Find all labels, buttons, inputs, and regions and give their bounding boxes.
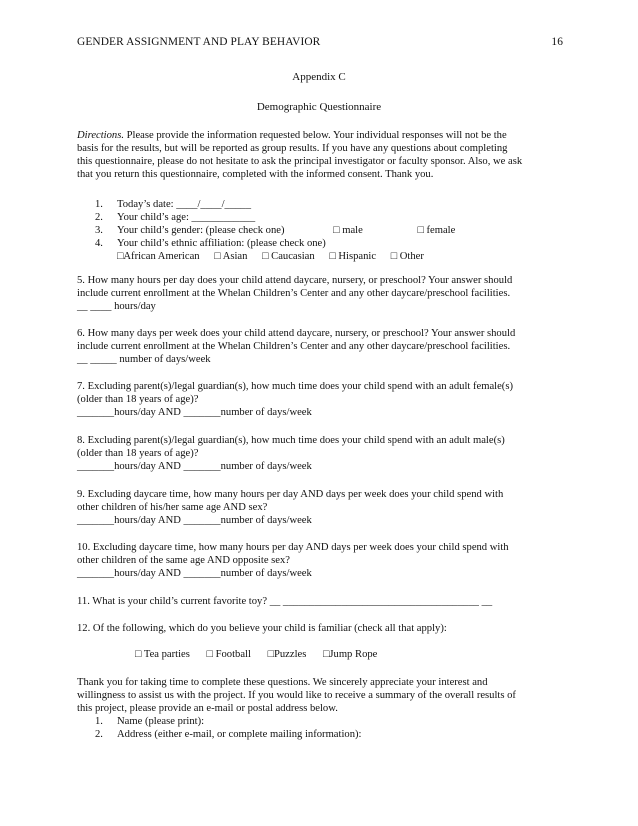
questionnaire-title: Demographic Questionnaire <box>256 101 382 113</box>
list-item: 3. Your child’s gender: (please check one) □ male □ female <box>95 225 456 236</box>
gender-female-checkbox[interactable]: □ female <box>417 225 456 236</box>
ethnic-question: Your child’s ethnic affiliation: (please check one) <box>117 238 326 249</box>
question-11 <box>77 595 557 608</box>
gender-male-checkbox[interactable]: □ male <box>333 225 363 236</box>
list-item: 2. Your child’s age: ____________ <box>95 212 256 223</box>
question-10: 10. Excluding daycare time, how many hours per day AND days per week does your child spend with other children of the same age AND opposite sex? _______hours/day AND _______number of days/week <box>77 541 557 580</box>
question-5: 5. How many hours per day does your child attend daycare, nursery, or preschool? Your answer should include current enrollment at the Whelan Children’s Center and any other daycare/preschool facilities. __ ____ hours/day <box>77 274 557 313</box>
directions-line: that you return this questionnaire, completed with the informed consent. Thank you. <box>77 169 434 180</box>
question-7: 7. Excluding parent(s)/legal guardian(s), how much time does your child spend with an adult female(s) (older than 18 years of age)? _______hours/day AND _______number of days/week <box>77 380 557 419</box>
ethnicity-asian-checkbox[interactable]: □ Asian <box>214 251 248 262</box>
ethnicity-caucasian-checkbox[interactable]: □ Caucasian <box>262 251 315 262</box>
ethnicity-hispanic-checkbox[interactable]: □ Hispanic <box>329 251 377 262</box>
directions-label: Directions. <box>77 130 124 141</box>
running-header <box>77 36 563 49</box>
appendix-label: Appendix C <box>292 71 346 83</box>
directions-line: Please provide the information requested below. Your individual responses will not be the <box>123 130 507 141</box>
puzzles-checkbox[interactable]: □Puzzles <box>267 649 307 660</box>
same-sex-peers-field[interactable]: _______hours/day AND _______number of days/week <box>77 515 312 526</box>
child-age-field[interactable]: Your child’s age: ____________ <box>117 212 256 223</box>
directions-line: basis for the results, but will be reported as group results. If you have any questions about completing <box>77 143 508 154</box>
list-item: 1. Today’s date: ____/____/_____ <box>95 199 252 210</box>
favorite-toy-field[interactable]: 11. What is your child’s current favorite toy? __ _____________________________________ __ <box>77 596 493 607</box>
football-checkbox[interactable]: □ Football <box>206 649 251 660</box>
days-per-week-field[interactable]: __ _____ number of days/week <box>77 354 211 365</box>
ethnicity-options <box>77 250 557 263</box>
list-item: 2. Address (either e-mail, or complete mailing information): <box>95 729 362 740</box>
opposite-sex-peers-field[interactable]: _______hours/day AND _______number of days/week <box>77 568 312 579</box>
toy-options <box>77 648 557 661</box>
name-field[interactable]: Name (please print): <box>117 716 205 727</box>
demographic-list <box>77 198 557 263</box>
question-6: 6. How many days per week does your child attend daycare, nursery, or preschool? Your answer should include current enrollment at the Whelan Children’s Center and any other daycare/preschool facilities. __ _____ number of days/week <box>77 327 557 366</box>
question-9: 9. Excluding daycare time, how many hours per day AND days per week does your child spend with other children of his/her same age AND sex? _______hours/day AND _______number of days/week <box>77 488 557 527</box>
running-title: GENDER ASSIGNMENT AND PLAY BEHAVIOR <box>77 36 321 48</box>
ethnicity-other-checkbox[interactable]: □ Other <box>390 251 424 262</box>
female-time-field[interactable]: _______hours/day AND _______number of days/week <box>77 407 312 418</box>
page-number: 16 <box>551 36 563 48</box>
list-item: 4. Your child’s ethnic affiliation: (please check one) <box>95 238 326 249</box>
question-12: 12. Of the following, which do you believe your child is familiar (check all that apply): □ Tea parties □ Football □Puzzles □Jump Rope <box>77 622 557 661</box>
hours-per-day-field[interactable]: __ ____ hours/day <box>77 301 156 312</box>
address-field[interactable]: Address (either e-mail, or complete mailing information): <box>117 729 362 740</box>
directions-paragraph <box>77 129 557 181</box>
todays-date-field[interactable]: Today’s date: ____/____/_____ <box>117 199 252 210</box>
tea-parties-checkbox[interactable]: □ Tea parties <box>135 649 190 660</box>
ethnicity-african-american-checkbox[interactable]: □African American <box>117 251 200 262</box>
directions-line: this questionnaire, please do not hesitate to ask the principal investigator or faculty sponsor. Also, we ask <box>77 156 523 167</box>
male-time-field[interactable]: _______hours/day AND _______number of days/week <box>77 461 312 472</box>
closing-paragraph: Thank you for taking time to complete these questions. We sincerely appreciate your interest and willingness to assist us with the project. If you would like to receive a summary of the overall results of this project, please provide an e-mail or postal address below. 1. Name (please print): 2. Address (either e-mail, or complete mailing information): <box>77 676 557 741</box>
jump-rope-checkbox[interactable]: □Jump Rope <box>323 649 378 660</box>
list-item: 1. Name (please print): <box>95 716 205 727</box>
gender-question: Your child’s gender: (please check one) <box>117 225 285 236</box>
question-8: 8. Excluding parent(s)/legal guardian(s), how much time does your child spend with an adult male(s) (older than 18 years of age)? _______hours/day AND _______number of days/week <box>77 434 557 473</box>
